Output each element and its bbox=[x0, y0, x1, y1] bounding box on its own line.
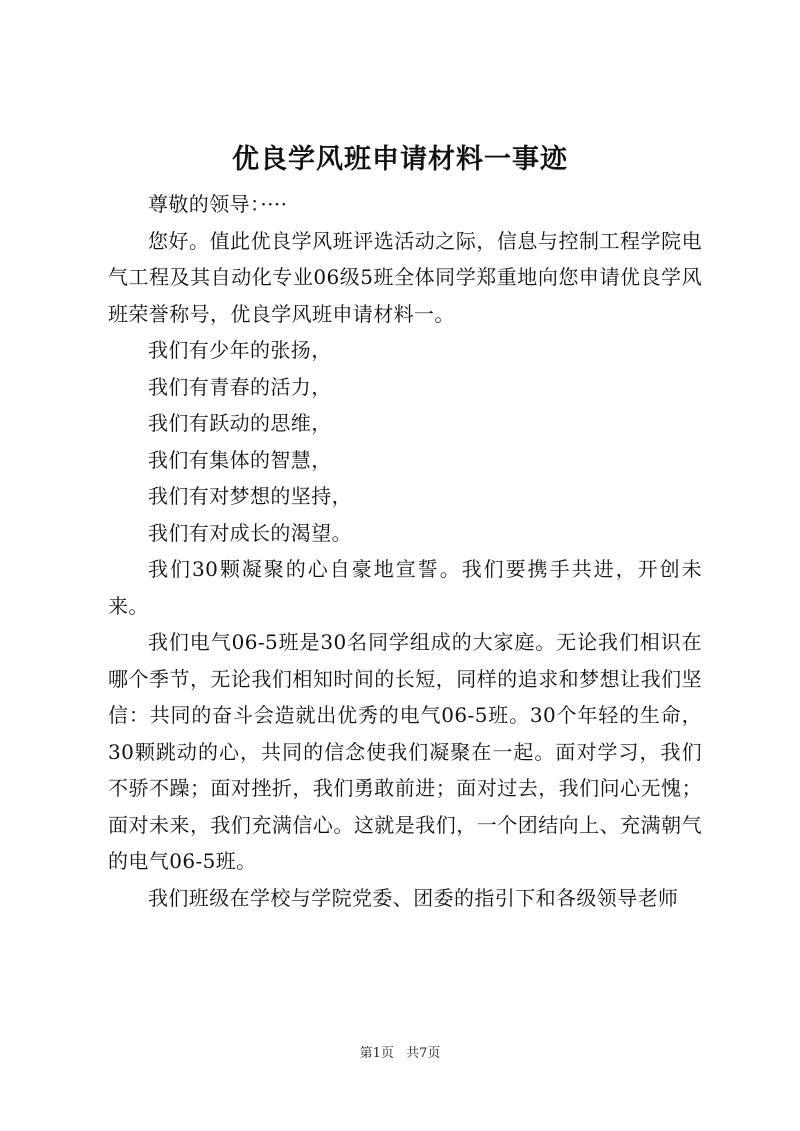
poem-line: 我们有对成长的渴望。 bbox=[148, 520, 352, 545]
paragraph-intro: 您好。值此优良学风班评选活动之际，信息与控制工程学院电气工程及其自动化专业06级5班全体同学郑重地向您申请优良学风班荣誉称号，优良学风班申请材料一。 bbox=[108, 228, 702, 326]
document-body bbox=[108, 186, 702, 916]
document-title: 优良学风班申请材料一事迹 bbox=[232, 144, 568, 175]
paragraph-class-family: 我们电气06-5班是30名同学组成的大家庭。无论我们相识在哪个季节，无论我们相知时间的长短，同样的追求和梦想让我们坚信：共同的奋斗会造就出优秀的电气06-5班。30个年轻的生命，30颗跳动的心，共同的信念使我们凝聚在一起。面对学习，我们不骄不躁；面对挫折，我们勇敢前进；面对过去，我们问心无愧；面对未来，我们充满信心。这就是我们，一个团结向上、充满朝气的电气06-5班。 bbox=[108, 630, 702, 873]
page-footer bbox=[0, 1045, 800, 1063]
page-total: 共7页 bbox=[406, 1046, 441, 1061]
poem-line: 我们有青春的活力， bbox=[148, 374, 332, 399]
paragraph-guidance: 我们班级在学校与学院党委、团委的指引下和各级领导老师 bbox=[148, 885, 679, 910]
paragraph-oath: 我们30颗凝聚的心自豪地宣誓。我们要携手共进，开创未来。 bbox=[108, 557, 702, 618]
salutation: 尊敬的领导：···· bbox=[148, 192, 288, 216]
poem-line: 我们有跃动的思维， bbox=[148, 411, 332, 435]
poem-line: 我们有少年的张扬， bbox=[148, 338, 332, 362]
poem-line: 我们有集体的智慧， bbox=[148, 447, 332, 472]
poem-line: 我们有对梦想的坚持， bbox=[148, 484, 352, 508]
page-number: 第1页 bbox=[359, 1046, 394, 1061]
